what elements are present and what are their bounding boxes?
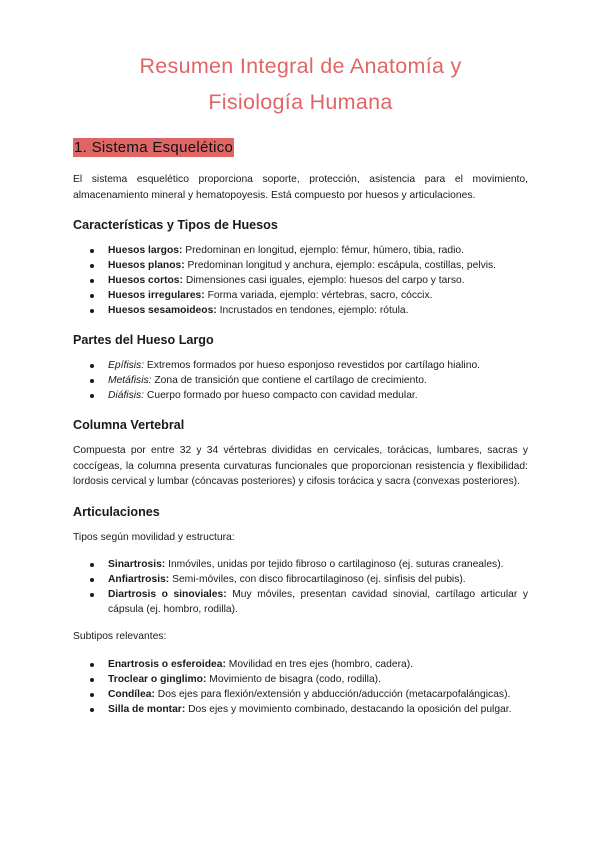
item-term: Huesos planos: — [108, 260, 185, 271]
title-line-2: Fisiología Humana — [208, 90, 393, 114]
bullet-icon — [90, 279, 94, 283]
list-item — [73, 557, 528, 572]
item-text: Movilidad en tres ejes (hombro, cadera). — [225, 658, 414, 670]
item-text: Incrustados en tendones, ejemplo: rótula. — [216, 305, 409, 316]
bullet-icon — [90, 593, 94, 597]
list-articulaciones — [73, 557, 528, 617]
bullet-icon — [90, 678, 94, 682]
bullet-icon — [90, 264, 94, 268]
bullet-icon — [90, 309, 94, 313]
bullet-icon — [90, 563, 94, 567]
section-intro-paragraph: El sistema esquelético proporciona soporte, protección, asistencia para el movimiento, almacenamiento mineral y hematopoyesis. Está compuesto por huesos y articulaciones. — [73, 174, 528, 201]
item-text: Dimensiones casi iguales, ejemplo: huesos del carpo y tarso. — [182, 275, 465, 286]
list-subtipos — [73, 657, 528, 717]
document-page — [73, 0, 528, 717]
bullet-icon — [90, 708, 94, 712]
item-text: Dos ejes y movimiento combinado, destacando la oposición del pulgar. — [185, 703, 512, 715]
list-item — [73, 303, 528, 318]
list-item — [73, 672, 528, 687]
item-term: Huesos sesamoideos: — [108, 305, 217, 316]
item-term: Huesos cortos: — [108, 275, 183, 286]
subtipos-intro: Subtipos relevantes: — [73, 631, 167, 642]
item-text: Cuerpo formado por hueso compacto con cavidad medular. — [144, 390, 418, 401]
item-text: Dos ejes para flexión/extensión y abducción/aducción (metacarpofalángicas). — [154, 688, 511, 700]
item-text: Semi-móviles, con disco fibrocartilaginoso (ej. sínfisis del pubis). — [169, 574, 466, 585]
bullet-icon — [90, 663, 94, 667]
item-text: Predominan longitud y anchura, ejemplo: escápula, costillas, pelvis. — [184, 260, 497, 271]
list-item — [73, 388, 528, 403]
bullet-icon — [90, 249, 94, 253]
item-term: Condílea: — [108, 688, 155, 700]
item-term: Metáfisis: — [108, 375, 152, 386]
item-term: Troclear o ginglimo: — [108, 673, 207, 685]
bullet-icon — [90, 294, 94, 298]
item-term: Huesos largos: — [108, 245, 183, 256]
columna-paragraph: Compuesta por entre 32 y 34 vértebras divididas en cervicales, torácicas, lumbares, sacras y coccígeas, la columna presenta curvaturas funcionales que proporcionan resistencia y flexibilidad: lordosis cervical y lumbar (cóncavas posteriores) y cifosis torácica y sacra (convexas posteriores). — [73, 445, 528, 487]
heading-tipos-de-huesos: Características y Tipos de Huesos — [73, 218, 278, 232]
list-item — [73, 657, 528, 672]
list-item — [73, 572, 528, 587]
title-line-1: Resumen Integral de Anatomía y — [139, 54, 462, 78]
list-item — [73, 358, 528, 373]
list-item — [73, 702, 528, 717]
list-item — [73, 373, 528, 388]
item-text: Predominan en longitud, ejemplo: fémur, húmero, tibia, radio. — [182, 245, 464, 256]
list-item — [73, 288, 528, 303]
bullet-icon — [90, 394, 94, 398]
list-item — [73, 687, 528, 702]
list-item — [73, 258, 528, 273]
bullet-icon — [90, 578, 94, 582]
list-tipos-de-huesos — [73, 243, 528, 318]
item-term: Silla de montar: — [108, 703, 186, 715]
item-term: Enartrosis o esferoidea: — [108, 658, 226, 670]
bullet-icon — [90, 364, 94, 368]
list-item — [73, 587, 528, 617]
item-text: Extremos formados por hueso esponjoso revestidos por cartílago hialino. — [144, 360, 481, 371]
item-term: Sinartrosis: — [108, 559, 166, 570]
section-heading-sistema-esqueletico: 1. Sistema Esquelético — [74, 139, 234, 156]
item-term: Epífisis: — [108, 360, 145, 371]
list-partes-hueso-largo — [73, 358, 528, 403]
list-item — [73, 243, 528, 258]
item-term: Diáfisis: — [108, 390, 145, 401]
item-text: Movimiento de bisagra (codo, rodilla). — [206, 673, 381, 685]
item-text: Forma variada, ejemplo: vértebras, sacro, cóccix. — [204, 290, 433, 301]
document-title — [73, 48, 528, 120]
item-term: Huesos irregulares: — [108, 290, 205, 301]
item-text: Muy móviles, presentan cavidad sinovial, cartílago articular y cápsula (ej. hombro, rodilla). — [108, 589, 528, 615]
heading-articulaciones: Articulaciones — [73, 504, 160, 519]
item-text: Zona de transición que contiene el cartílago de crecimiento. — [151, 375, 427, 386]
articulaciones-intro: Tipos según movilidad y estructura: — [73, 531, 235, 543]
bullet-icon — [90, 379, 94, 383]
list-item — [73, 273, 528, 288]
item-text: Inmóviles, unidas por tejido fibroso o cartilaginoso (ej. suturas craneales). — [165, 559, 504, 570]
item-term: Anfiartrosis: — [108, 574, 170, 585]
bullet-icon — [90, 693, 94, 697]
heading-columna-vertebral: Columna Vertebral — [73, 418, 185, 432]
heading-partes-hueso-largo: Partes del Hueso Largo — [73, 333, 214, 347]
item-term: Diartrosis o sinoviales: — [108, 589, 227, 600]
